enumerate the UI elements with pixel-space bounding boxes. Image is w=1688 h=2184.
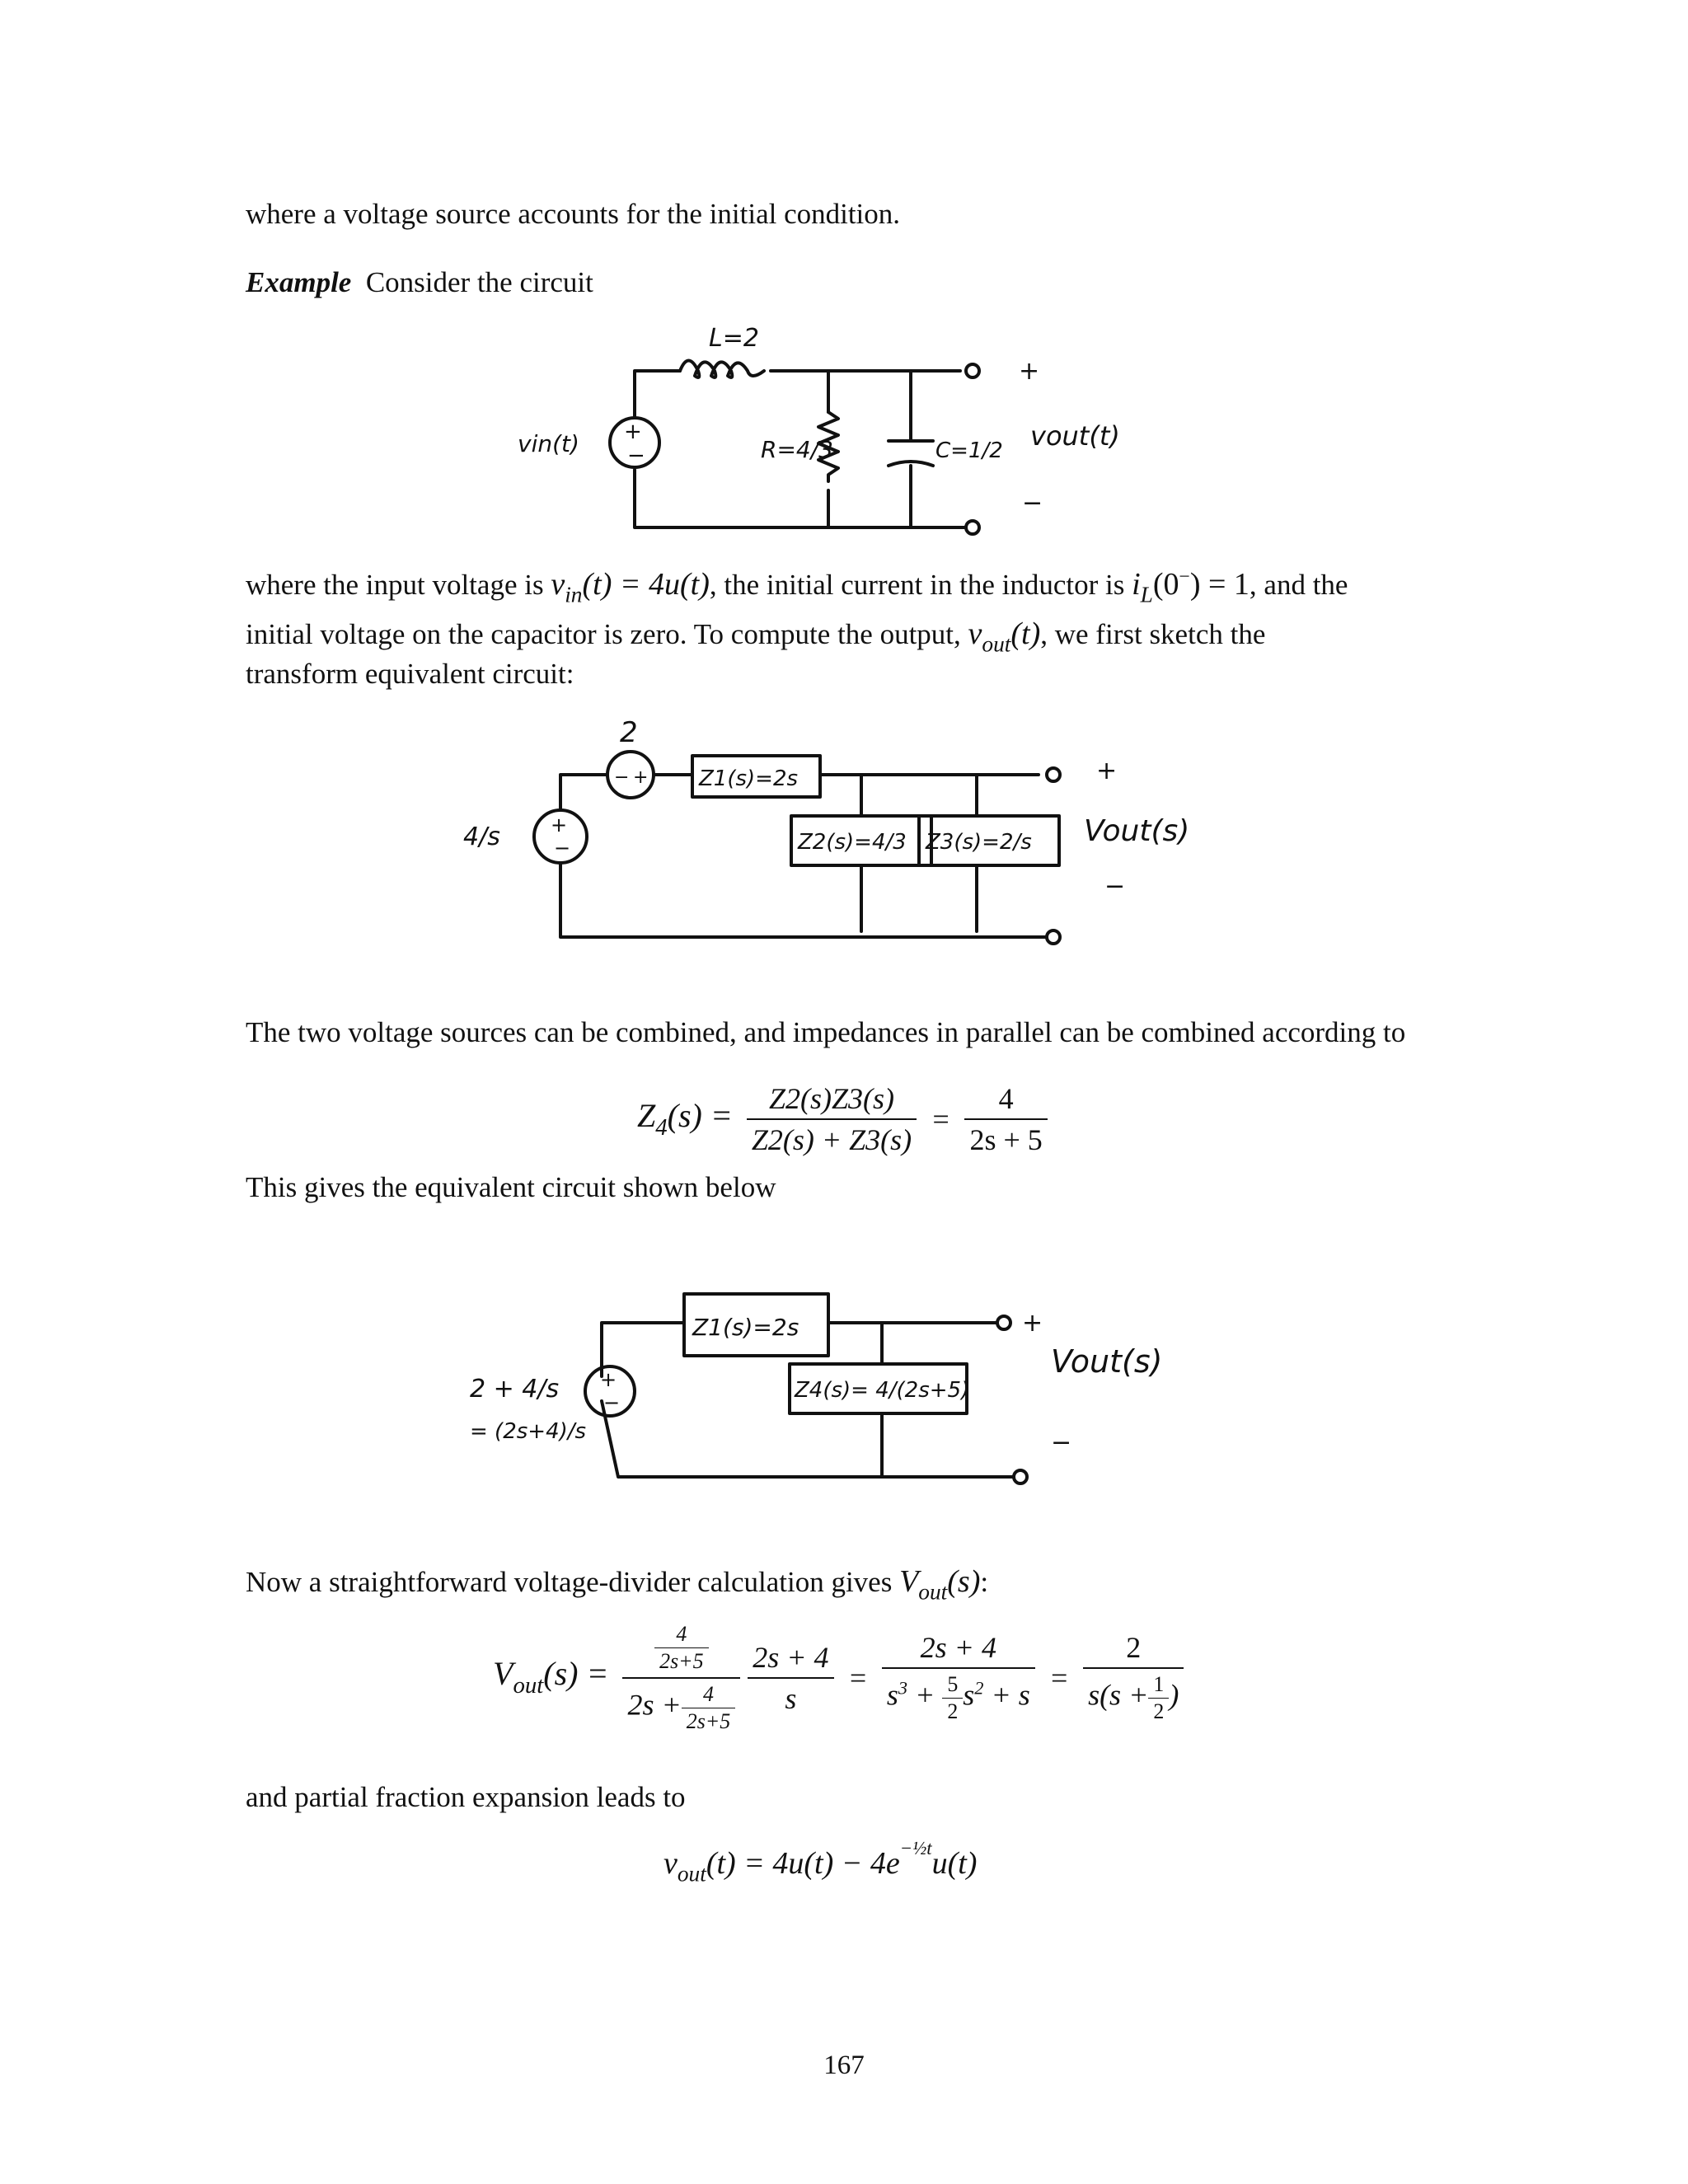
output-plus: + xyxy=(1019,357,1040,386)
il-expression: (0 xyxy=(1152,567,1179,602)
vout-eq-f2-half xyxy=(942,1674,963,1722)
paragraph-1-line-1 xyxy=(246,565,1348,610)
vout-eq-den-a: 2s + xyxy=(627,1688,682,1722)
vout-expression: (t) xyxy=(1010,616,1041,651)
para1-c: , and the xyxy=(1249,569,1348,602)
vout-eq-lhs: V xyxy=(493,1655,513,1693)
intro-paragraph: where a voltage source accounts for the initial condition. xyxy=(246,198,901,230)
z1-label: Z1(s)=2s xyxy=(699,766,799,791)
output-minus-2: − xyxy=(1104,872,1126,901)
vin-expression: (t) = 4u(t) xyxy=(582,567,710,602)
vout-eq-lhs-subscript: out xyxy=(513,1672,544,1699)
ic-source-plus: + xyxy=(633,767,649,788)
capacitor-symbol xyxy=(889,441,933,466)
vout-s-symbol: V xyxy=(899,1564,919,1599)
capacitor-label: C=1/2 xyxy=(935,438,1003,463)
z4-numerator: Z2(s)Z3(s) xyxy=(747,1084,917,1120)
vout-symbol: v xyxy=(968,616,982,651)
paragraph-3: This gives the equivalent circuit shown below xyxy=(246,1171,776,1203)
z4-label: Z4(s)= 4/(2s+5) xyxy=(795,1378,970,1403)
combined-source-minus: − xyxy=(603,1391,621,1414)
il-subscript: L xyxy=(1140,582,1153,607)
il-superscript: − xyxy=(1179,566,1190,588)
input-source-plus: + xyxy=(551,813,568,837)
paragraph-5: and partial fraction expansion leads to xyxy=(246,1781,686,1813)
equation-z4 xyxy=(631,1084,1048,1155)
vout-eq-f3-half-num: 1 xyxy=(1148,1674,1169,1699)
final-rhs-b: u(t) xyxy=(931,1845,978,1881)
z1-label-3: Z1(s)=2s xyxy=(692,1314,799,1341)
vout-eq-inner-bottom-den: 2s+5 xyxy=(686,1708,731,1733)
z4-lhs-subscript: 4 xyxy=(655,1113,668,1141)
vout-eq-f2-den-sup: 3 xyxy=(898,1677,908,1699)
vout-eq-multiplier xyxy=(748,1640,833,1715)
z2-label: Z2(s)=4/3 xyxy=(798,830,907,855)
paragraph-1-line-3: transform equivalent circuit: xyxy=(246,658,574,690)
vout-eq-lhs-rest: (s) = xyxy=(543,1655,609,1693)
circuit-diagram-1 xyxy=(462,317,1203,540)
example-label: Example xyxy=(246,266,352,298)
vin-symbol: v xyxy=(551,567,565,602)
input-source-value: 4/s xyxy=(463,823,500,851)
para4-end: : xyxy=(980,1566,989,1598)
vout-eq-inner-top-den: 2s+5 xyxy=(659,1648,704,1673)
vout-eq-f3-half xyxy=(1148,1674,1169,1722)
vout-s-subscript: out xyxy=(918,1579,948,1605)
il-symbol: i xyxy=(1132,567,1141,602)
vout-s-expression: (s) xyxy=(947,1564,981,1599)
z4-fraction-2 xyxy=(964,1084,1047,1155)
z3-label: Z3(s)=2/s xyxy=(926,830,1032,855)
ic-source-minus: − xyxy=(614,767,630,788)
para1-a: where the input voltage is xyxy=(246,569,551,602)
vout-eq-equals-2: = xyxy=(1048,1661,1070,1694)
output-label-3: Vout(s) xyxy=(1051,1343,1163,1380)
vin-subscript: in xyxy=(565,582,583,607)
vout-eq-f2-den-a: s xyxy=(886,1679,898,1713)
vout-eq-inner-bottom-num: 4 xyxy=(682,1684,735,1708)
source-label: vin(t) xyxy=(518,430,579,457)
vout-eq-inner-bottom xyxy=(682,1681,735,1733)
vout-eq-f2-half-den: 2 xyxy=(947,1699,959,1724)
vout-eq-f2-den-c: s xyxy=(963,1679,975,1713)
circuit-diagram-3 xyxy=(453,1261,1236,1500)
vout-eq-fraction-2 xyxy=(882,1633,1035,1722)
ic-source-value: 2 xyxy=(620,716,638,749)
inductor-label: L=2 xyxy=(709,324,759,353)
vout-eq-f2-num: 2s + 4 xyxy=(882,1633,1035,1669)
output-plus-3: + xyxy=(1022,1309,1043,1338)
vout-eq-f3-den-b: ) xyxy=(1169,1679,1179,1713)
il-value: ) = 1 xyxy=(1189,567,1250,602)
output-minus: − xyxy=(1022,489,1043,518)
inductor-symbol xyxy=(680,361,764,378)
paragraph-1-line-2 xyxy=(246,614,1265,659)
vout-eq-f3-den-a: s(s + xyxy=(1088,1679,1149,1713)
vout-subscript: out xyxy=(982,631,1011,657)
z4-lhs: Z xyxy=(637,1096,656,1134)
circuit2-wires xyxy=(560,768,1060,944)
vout-eq-f3-num: 2 xyxy=(1083,1633,1184,1669)
z4-denominator-2: 2s + 5 xyxy=(969,1123,1043,1156)
equation-vout-t xyxy=(663,1840,977,1886)
final-exponent: −½t xyxy=(899,1838,932,1858)
example-heading xyxy=(246,264,593,302)
vout-eq-fraction-3 xyxy=(1083,1633,1184,1722)
vout-eq-f2-den-b: + xyxy=(907,1679,943,1713)
combined-source-value: 2 + 4/s xyxy=(470,1375,560,1404)
para1-b: , the initial current in the inductor is xyxy=(709,569,1132,602)
page-number: 167 xyxy=(823,2050,865,2080)
final-rhs-a: (t) = 4u(t) − 4e xyxy=(706,1845,900,1881)
vout-eq-f2-half-num: 5 xyxy=(942,1674,963,1699)
source-minus: − xyxy=(627,443,645,468)
output-minus-3: − xyxy=(1051,1428,1072,1457)
output-plus-2: + xyxy=(1096,757,1118,785)
z4-fraction-1 xyxy=(747,1084,917,1155)
final-lhs-subscript: out xyxy=(677,1861,706,1886)
vout-eq-f2-den-d: + s xyxy=(983,1679,1030,1713)
para4-text: Now a straightforward voltage-divider calculation gives xyxy=(246,1566,900,1598)
vout-eq-f3-half-den: 2 xyxy=(1153,1699,1165,1724)
input-source-minus: − xyxy=(554,837,571,860)
paragraph-4 xyxy=(246,1562,988,1607)
combined-source-plus: + xyxy=(600,1368,617,1391)
example-text: Consider the circuit xyxy=(365,266,593,298)
z4-equals: = xyxy=(931,1103,951,1136)
z4-numerator-2: 4 xyxy=(964,1084,1047,1120)
z4-lhs-rest: (s) = xyxy=(667,1096,733,1134)
output-label-2: Vout(s) xyxy=(1084,814,1190,848)
vout-eq-mul-num: 2s + 4 xyxy=(748,1643,833,1679)
circuit-diagram-2 xyxy=(445,716,1236,960)
final-lhs: v xyxy=(663,1845,678,1881)
para1-e: , we first sketch the xyxy=(1040,618,1266,650)
vout-eq-inner-top-num: 4 xyxy=(654,1624,708,1648)
paragraph-2: The two voltage sources can be combined, and impedances in parallel can be combined according to xyxy=(246,1016,1406,1048)
equation-vout-s xyxy=(486,1624,1184,1732)
z4-denominator: Z2(s) + Z3(s) xyxy=(751,1123,912,1156)
resistor-label: R=4/3 xyxy=(761,436,833,463)
output-label: vout(t) xyxy=(1030,420,1120,452)
vout-eq-fraction-1 xyxy=(622,1624,740,1732)
vout-eq-inner-top xyxy=(654,1624,708,1672)
para1-d: initial voltage on the capacitor is zero. To compute the output, xyxy=(246,618,968,650)
source-plus: + xyxy=(624,419,642,444)
vout-eq-f2-den-sup2: 2 xyxy=(974,1677,984,1699)
vout-eq-equals-1: = xyxy=(847,1661,868,1694)
combined-source-simplified: = (2s+4)/s xyxy=(470,1419,587,1444)
vout-eq-mul-den: s xyxy=(785,1681,797,1715)
